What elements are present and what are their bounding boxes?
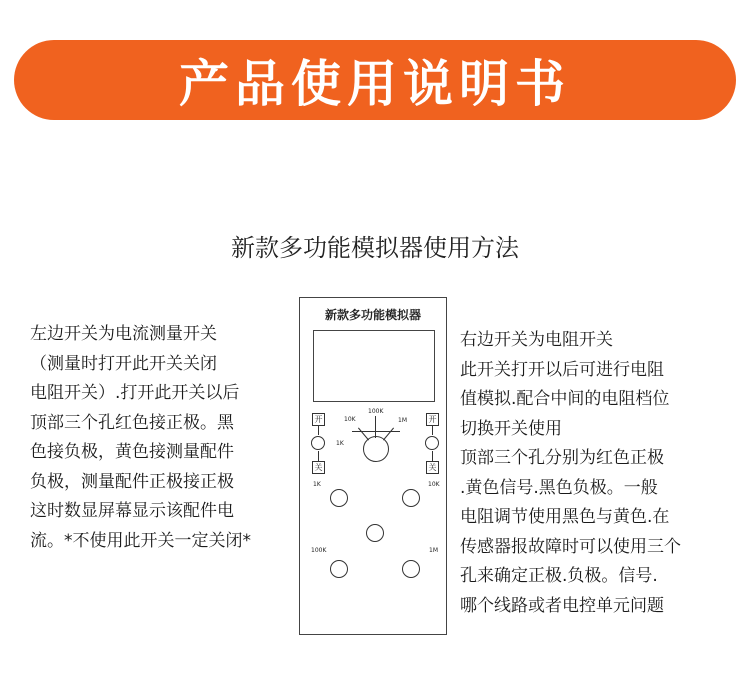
left-text-line: 色接负极，黄色接测量配件 [30, 442, 234, 462]
right-text-line: 此开关打开以后可进行电阻 [460, 359, 664, 380]
left-switch-on-label: 开 [312, 413, 325, 426]
right-text-line: 孔来确定正极.负极。信号. [460, 566, 658, 586]
jack-top-left [330, 489, 348, 507]
left-text-line: 顶部三个孔红色接正极。黑 [30, 412, 234, 433]
digital-display [313, 330, 435, 402]
dial-label-1k: 1K [336, 440, 344, 447]
left-switch-description [30, 320, 251, 556]
dial-label-100k: 100K [368, 408, 384, 415]
jack-label-100k: 100K [311, 547, 327, 554]
title-banner [14, 40, 736, 120]
left-text-line: （测量时打开此开关关闭 [30, 353, 217, 374]
arrow-down-icon [432, 451, 433, 461]
resistance-range-dial [363, 436, 389, 462]
right-switch-description [460, 326, 681, 621]
left-text-line: 流。*不使用此开关一定关闭* [30, 530, 251, 551]
left-range-label: 1K [313, 481, 321, 488]
right-text-line: 顶部三个孔分别为红色正极 [460, 448, 664, 468]
jack-bottom-left [330, 560, 348, 578]
jack-bottom-right [402, 560, 420, 578]
arrow-up-icon [318, 425, 319, 435]
left-switch-toggle [311, 436, 325, 450]
right-switch-on-label: 开 [426, 413, 439, 426]
right-text-line: 值模拟.配合中间的电阻档位 [460, 389, 670, 409]
right-range-label: 10K [428, 481, 440, 488]
right-text-line: 传感器报故障时可以使用三个 [460, 536, 681, 557]
dial-label-10k: 10K [344, 416, 356, 423]
jack-label-1m: 1M [429, 547, 438, 554]
simulator-diagram [299, 297, 447, 635]
device-title: 新款多功能模拟器 [324, 308, 421, 322]
arrow-up-icon [432, 425, 433, 435]
right-text-line: .黄色信号.黑色负极。一般 [460, 477, 658, 498]
jack-center [366, 524, 384, 542]
left-text-line: 左边开关为电流测量开关 [30, 324, 217, 344]
right-text-line: 电阻调节使用黑色与黄色.在 [460, 507, 670, 527]
right-text-line: 切换开关使用 [460, 418, 562, 439]
left-text-line: 负极，测量配件正极接正极 [30, 471, 234, 492]
jack-top-right [402, 489, 420, 507]
page-title: 产品使用说明书 [179, 55, 571, 113]
right-switch-off-label: 关 [426, 461, 439, 474]
section-heading: 新款多功能模拟器使用方法 [231, 234, 519, 262]
left-text-line: 电阻开关）.打开此开关以后 [30, 383, 240, 403]
right-text-line: 右边开关为电阻开关 [460, 330, 613, 350]
dial-tick [352, 431, 400, 432]
left-switch-off-label: 关 [312, 461, 325, 474]
arrow-down-icon [318, 451, 319, 461]
dial-tick [375, 416, 376, 438]
right-text-line: 哪个线路或者电控单元问题 [460, 595, 664, 616]
right-switch-toggle [425, 436, 439, 450]
left-text-line: 这时数显屏幕显示该配件电 [30, 501, 234, 521]
dial-label-1m: 1M [398, 417, 407, 424]
